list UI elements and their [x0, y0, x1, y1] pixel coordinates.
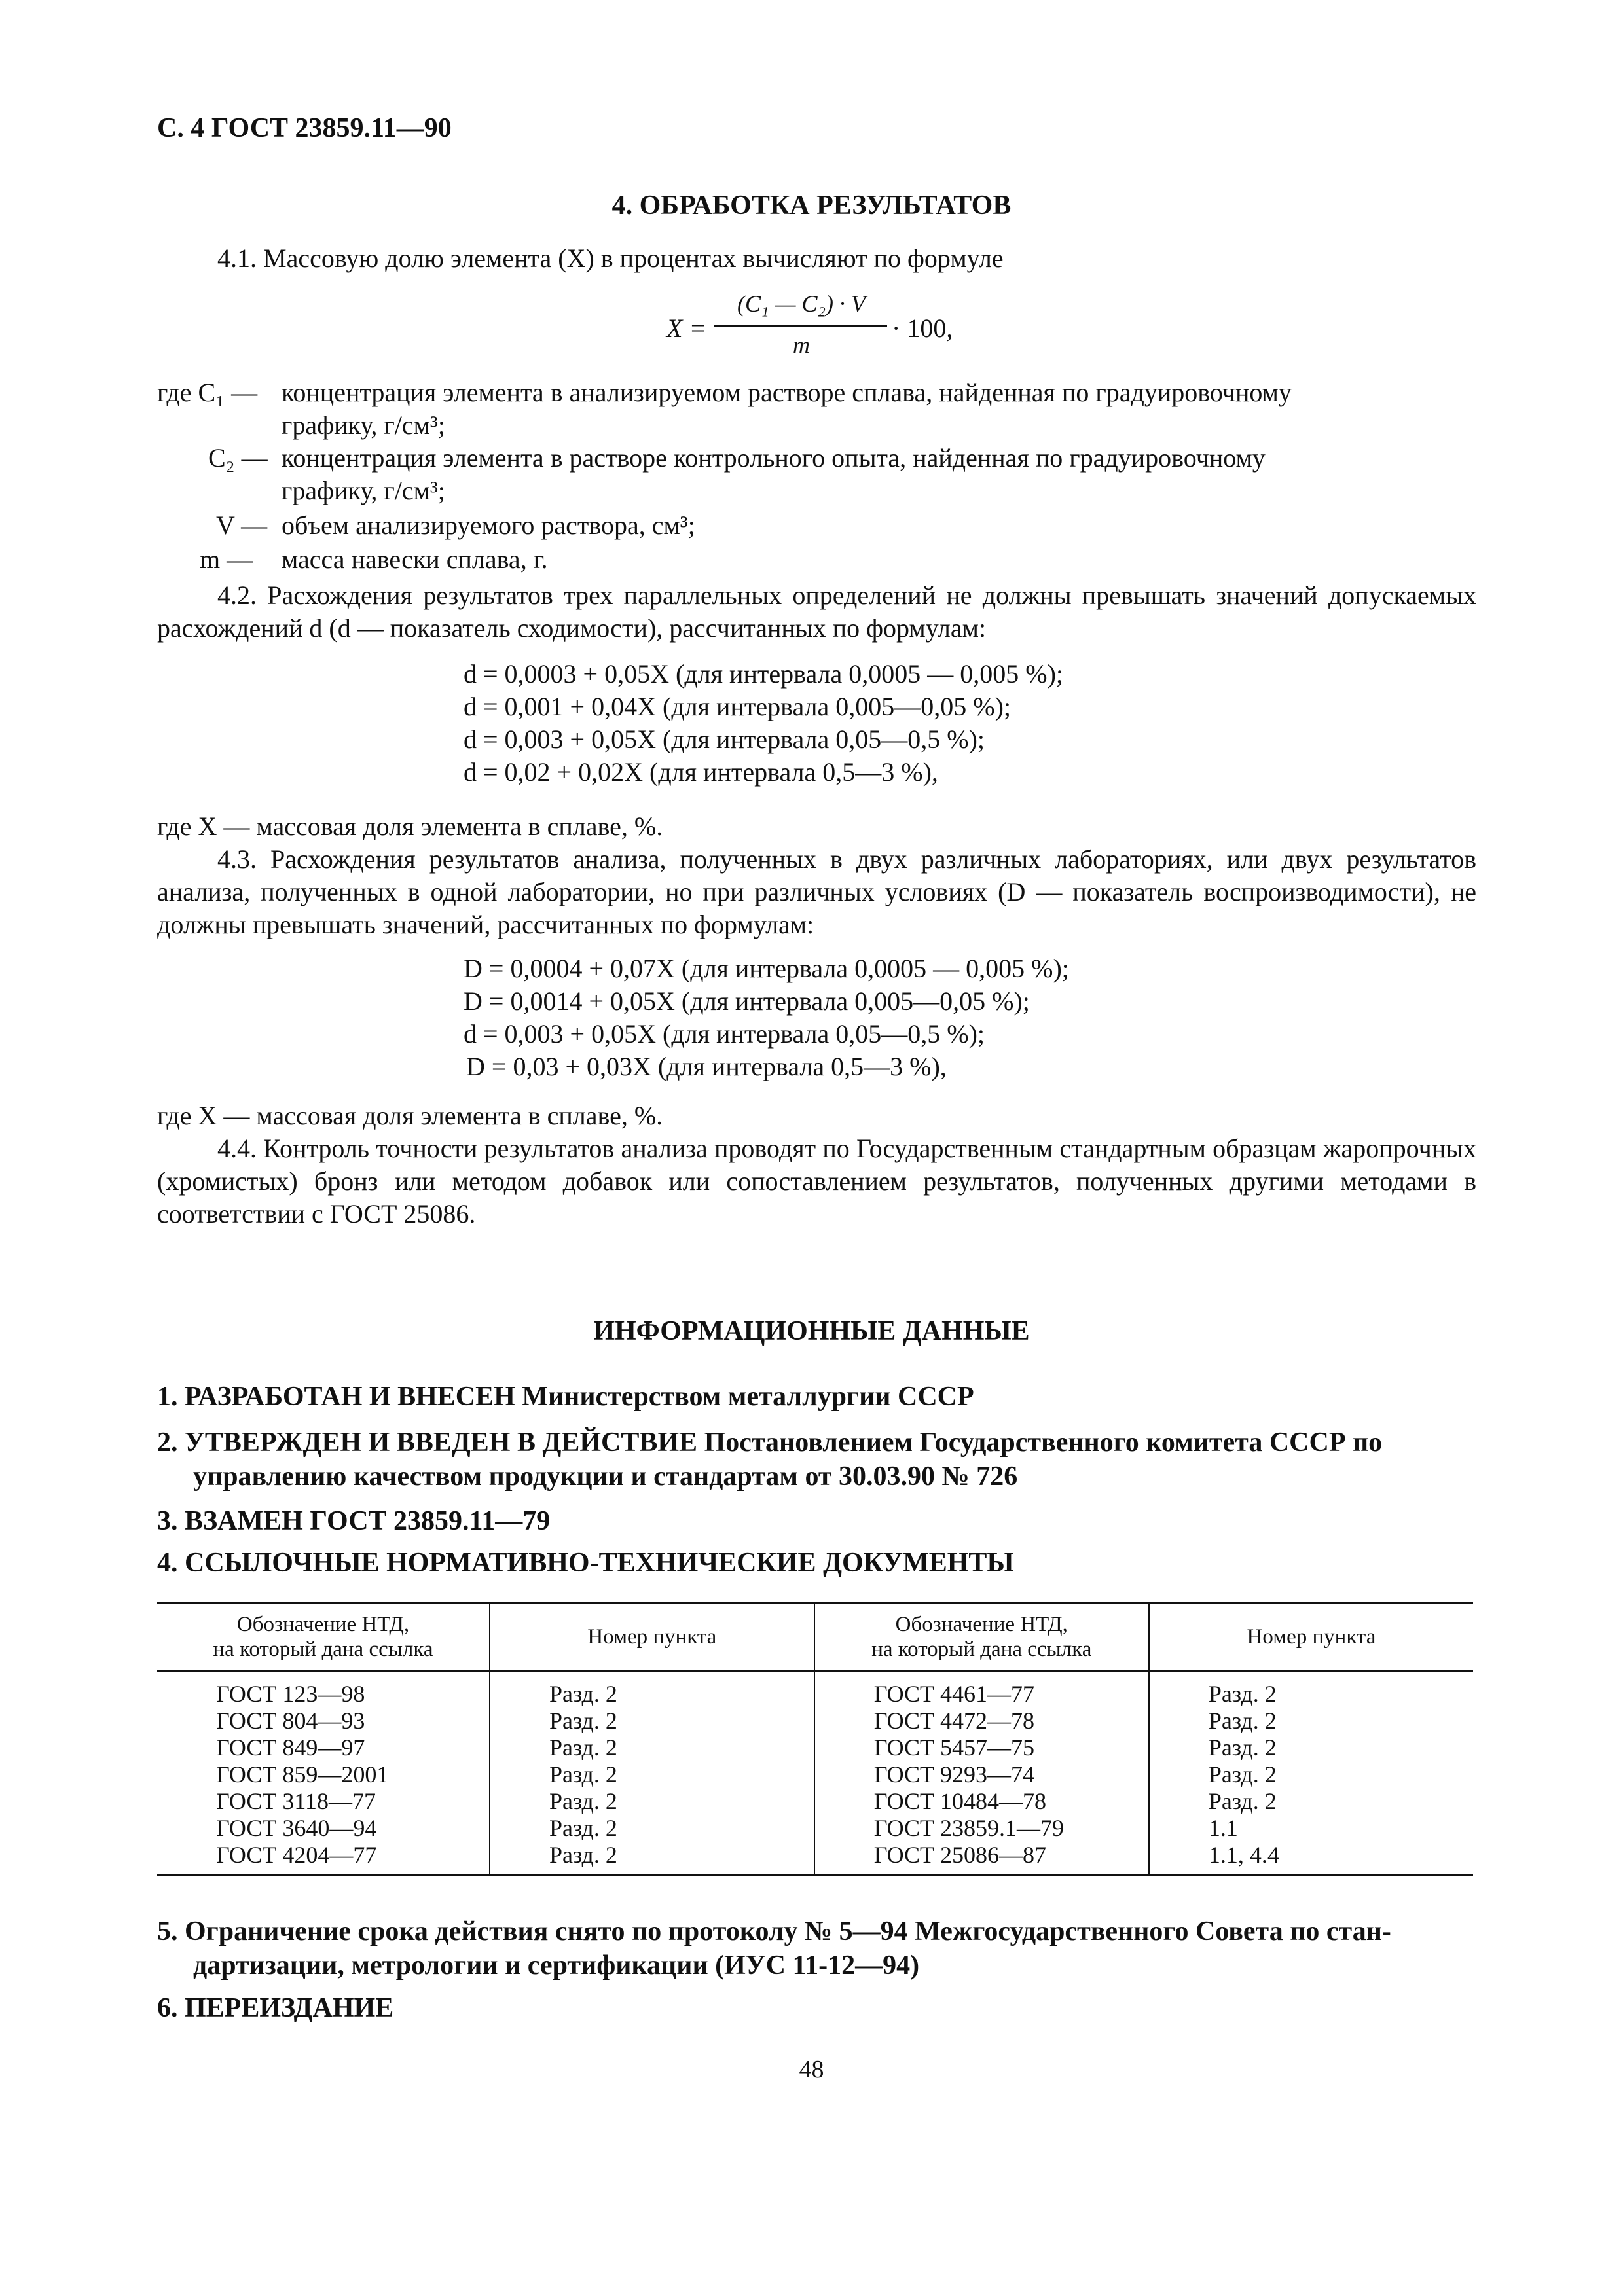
- item-ref: Разд. 2: [1208, 1681, 1277, 1707]
- paragraph-4-1: 4.1. Массовую долю элемента (X) в процентах вычисляют по формуле: [217, 243, 1004, 273]
- references-table: [157, 1602, 1473, 1876]
- info-item-1: 1. РАЗРАБОТАН И ВНЕСЕН Министерством металлургии СССР: [157, 1382, 974, 1412]
- def-c2-text2: графику, г/см³;: [282, 476, 446, 505]
- item-ref: Разд. 2: [549, 1761, 617, 1787]
- paragraph-4-4: 4.4. Контроль точности результатов анализа проводят по Государственным стандартным образцам жаропрочных (хромистых) бронз или методом добавок или сопоставлением результатов, полученных другими методами в соответствии с ГОСТ 25086.: [157, 1134, 1476, 1229]
- table-header-doc-right: [814, 1604, 1149, 1671]
- formula-4-3-2: D = 0,0014 + 0,05X (для интервала 0,005—0,05 %);: [464, 986, 1030, 1016]
- item-ref: 1.1: [1208, 1815, 1238, 1841]
- formula-numerator: (C₁ — C₂) · V: [737, 291, 866, 317]
- paragraph-4-2: 4.2. Расхождения результатов трех параллельных определений не должны превышать значений допускаемых расхождений d (d — показатель сходимости), рассчитанных по формулам:: [157, 581, 1476, 643]
- doc-ref: ГОСТ 123—98: [216, 1681, 365, 1707]
- doc-ref: ГОСТ 3640—94: [216, 1815, 377, 1841]
- formula-4-2-3: d = 0,003 + 0,05X (для интервала 0,05—0,5 %);: [464, 725, 985, 754]
- table-row: [157, 1671, 1473, 1875]
- table-header-doc-left: [157, 1604, 490, 1671]
- item-ref: Разд. 2: [1208, 1734, 1277, 1761]
- formula-tail: · 100,: [892, 314, 953, 343]
- doc-ref: ГОСТ 4472—78: [873, 1708, 1035, 1734]
- item-ref: Разд. 2: [1208, 1708, 1277, 1734]
- info-item-5-line2: дартизации, метрологии и сертификации (ИУС 11-12—94): [193, 1950, 920, 1981]
- doc-ref: ГОСТ 5457—75: [873, 1734, 1035, 1761]
- formula-4-2-2: d = 0,001 + 0,04X (для интервала 0,005—0,05 %);: [464, 692, 1012, 721]
- doc-ref: ГОСТ 4204—77: [216, 1842, 377, 1868]
- doc-ref: ГОСТ 10484—78: [873, 1788, 1047, 1814]
- table-header-row: [157, 1604, 1473, 1671]
- def-m-text: масса навески сплава, г.: [282, 545, 548, 574]
- info-item-4: 4. ССЫЛОЧНЫЕ НОРМАТИВНО-ТЕХНИЧЕСКИЕ ДОКУМЕНТЫ: [157, 1548, 1014, 1578]
- formula-lhs: X =: [666, 314, 707, 343]
- paragraph-4-3: 4.3. Расхождения результатов анализа, полученных в двух различных лабораториях, или двух результатов анализа, полученных в одной лаборатории, но при различных условиях (D — показатель воспроизводимости), не должны превышать значений, рассчитанных по формулам:: [157, 844, 1476, 939]
- formula-4-2-1: d = 0,0003 + 0,05X (для интервала 0,0005 — 0,005 %);: [464, 659, 1064, 689]
- table-header-item-left: Номер пункта: [490, 1604, 814, 1671]
- item-ref: Разд. 2: [1208, 1761, 1277, 1787]
- formula-4-3-3: d = 0,003 + 0,05X (для интервала 0,05—0,5 %);: [464, 1019, 985, 1049]
- doc-ref: ГОСТ 804—93: [216, 1708, 365, 1734]
- def-c1-text: концентрация элемента в анализируемом растворе сплава, найденная по градуировочному: [282, 378, 1292, 407]
- info-item-3: 3. ВЗАМЕН ГОСТ 23859.11—79: [157, 1506, 551, 1536]
- item-ref: Разд. 2: [549, 1788, 617, 1814]
- where-x-1: где X — массовая доля элемента в сплаве, %.: [157, 812, 663, 841]
- left-docs-cell: [157, 1671, 490, 1875]
- fraction-bar: [714, 325, 887, 327]
- formula-4-3-1: D = 0,0004 + 0,07X (для интервала 0,0005 — 0,005 %);: [464, 954, 1069, 983]
- doc-ref: ГОСТ 23859.1—79: [873, 1815, 1065, 1841]
- item-ref: Разд. 2: [549, 1734, 617, 1761]
- info-title: ИНФОРМАЦИОННЫЕ ДАННЫЕ: [593, 1316, 1030, 1346]
- def-c1-symbol: где C₁ —: [157, 378, 258, 407]
- doc-ref: ГОСТ 849—97: [216, 1734, 365, 1761]
- item-ref: Разд. 2: [549, 1681, 617, 1707]
- right-items-cell: [1149, 1671, 1473, 1875]
- item-ref: Разд. 2: [549, 1815, 617, 1841]
- def-v-symbol: V —: [216, 511, 268, 540]
- item-ref: Разд. 2: [549, 1708, 617, 1734]
- formula-4-3-4: D = 0,03 + 0,03X (для интервала 0,5—3 %),: [466, 1052, 947, 1081]
- right-docs-cell: [814, 1671, 1149, 1875]
- doc-ref: ГОСТ 9293—74: [873, 1761, 1035, 1787]
- info-item-2-line1: 2. УТВЕРЖДЕН И ВВЕДЕН В ДЕЙСТВИЕ Постановлением Государственного комитета СССР по: [157, 1427, 1383, 1458]
- left-items-cell: [490, 1671, 814, 1875]
- item-ref: Разд. 2: [549, 1842, 617, 1868]
- doc-ref: ГОСТ 3118—77: [216, 1788, 376, 1814]
- where-x-2: где X — массовая доля элемента в сплаве, %.: [157, 1101, 663, 1130]
- item-ref: 1.1, 4.4: [1208, 1842, 1279, 1868]
- table-header-item-right: Номер пункта: [1149, 1604, 1473, 1671]
- header-doc-right-text: Обозначение НТД, на который дана ссылка: [871, 1613, 1092, 1661]
- info-item-5-line1: 5. Ограничение срока действия снято по протоколу № 5—94 Межгосударственного Совета по стан-: [157, 1916, 1391, 1946]
- page-number: 48: [799, 2056, 824, 2083]
- page-header: С. 4 ГОСТ 23859.11—90: [157, 113, 452, 143]
- def-c1-text2: графику, г/см³;: [282, 410, 446, 440]
- formula-4-2-4: d = 0,02 + 0,02X (для интервала 0,5—3 %),: [464, 757, 938, 787]
- def-v-text: объем анализируемого раствора, см³;: [282, 511, 695, 540]
- doc-ref: ГОСТ 859—2001: [216, 1761, 389, 1787]
- doc-ref: ГОСТ 25086—87: [873, 1842, 1047, 1868]
- def-c2-text: концентрация элемента в растворе контрольного опыта, найденная по градуировочному: [282, 443, 1266, 473]
- info-item-6: 6. ПЕРЕИЗДАНИЕ: [157, 1993, 394, 2023]
- formula-denominator: m: [793, 332, 810, 358]
- section-title: 4. ОБРАБОТКА РЕЗУЛЬТАТОВ: [611, 190, 1012, 221]
- def-m-symbol: m —: [200, 545, 253, 574]
- def-c2-symbol: C₂ —: [208, 443, 268, 473]
- header-doc-left-text: Обозначение НТД, на который дана ссылка: [213, 1613, 433, 1661]
- doc-ref: ГОСТ 4461—77: [873, 1681, 1035, 1707]
- info-item-2-line2: управлению качеством продукции и стандартам от 30.03.90 № 726: [193, 1462, 1018, 1492]
- item-ref: Разд. 2: [1208, 1788, 1277, 1814]
